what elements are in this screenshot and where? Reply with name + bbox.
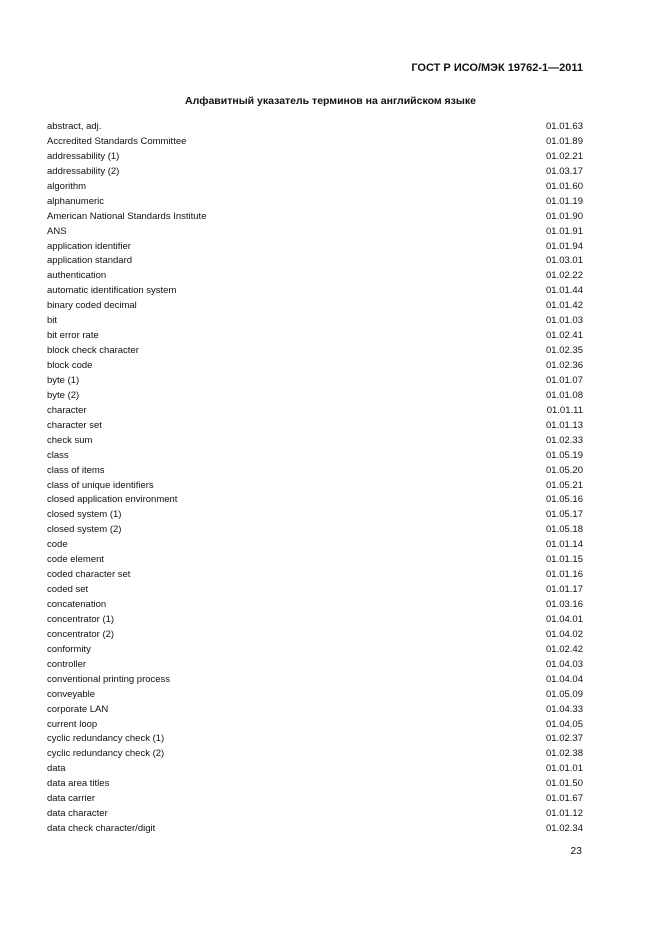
term-code: 01.05.09: [546, 688, 583, 700]
term-name: bit: [47, 315, 58, 327]
term-code: 01.02.33: [546, 434, 583, 446]
document-code: ГОСТ Р ИСО/МЭК 19762-1—2011: [411, 62, 583, 74]
index-entry: [47, 120, 583, 135]
term-name: controller: [47, 658, 87, 670]
term-code: 01.02.37: [546, 733, 583, 745]
index-entry: [47, 523, 583, 538]
term-name: class: [47, 449, 69, 461]
index-entry: [47, 508, 583, 523]
term-code: 01.01.13: [546, 419, 583, 431]
index-entry: [47, 703, 583, 718]
term-code: 01.03.17: [546, 165, 583, 177]
term-name: closed system (2): [47, 524, 122, 536]
term-code: 01.01.60: [546, 180, 583, 192]
term-code: 01.01.19: [546, 195, 583, 207]
index-entry: [47, 613, 583, 628]
term-code: 01.01.12: [546, 808, 583, 820]
index-entry: [47, 269, 583, 284]
term-name: data area titles: [47, 778, 110, 790]
term-code: 01.05.16: [546, 494, 583, 506]
term-code: 01.04.02: [546, 628, 583, 640]
term-code: 01.05.18: [546, 524, 583, 536]
index-entry: [47, 538, 583, 553]
term-code: 01.01.17: [546, 584, 583, 596]
index-entry: [47, 732, 583, 747]
term-code: 01.01.16: [546, 569, 583, 581]
term-code: 01.02.35: [546, 345, 583, 357]
term-name: ANS: [47, 225, 67, 237]
index-entry: [47, 135, 583, 150]
term-code: 01.01.67: [546, 793, 583, 805]
term-code: 01.03.01: [546, 255, 583, 267]
term-code: 01.01.15: [546, 554, 583, 566]
term-code: 01.02.22: [546, 270, 583, 282]
term-name: data: [47, 763, 66, 775]
term-code: 01.02.21: [546, 150, 583, 162]
index-entry: [47, 210, 583, 225]
term-name: addressability (1): [47, 150, 120, 162]
term-code: 01.01.50: [546, 778, 583, 790]
index-entry: [47, 225, 583, 240]
index-entry: [47, 464, 583, 479]
index-entry: [47, 493, 583, 508]
term-code: 01.04.33: [546, 703, 583, 715]
term-name: corporate LAN: [47, 703, 109, 715]
term-code: 01.01.91: [546, 225, 583, 237]
index-entry: [47, 583, 583, 598]
index-entry: [47, 404, 583, 419]
term-code: 01.02.36: [546, 360, 583, 371]
index-entry: [47, 718, 583, 733]
term-name: byte (2): [47, 389, 80, 401]
index-entry: [47, 628, 583, 643]
term-code: 01.05.17: [546, 509, 583, 521]
term-name: data check character/digit: [47, 823, 156, 835]
index-entry: [47, 747, 583, 762]
index-entry: [47, 254, 583, 269]
term-name: block check character: [47, 345, 139, 357]
index-entry: [47, 329, 583, 344]
term-name: block code: [47, 360, 93, 371]
term-code: 01.01.07: [546, 374, 583, 386]
term-code: 01.01.90: [546, 210, 583, 222]
term-code: 01.01.11: [546, 404, 583, 416]
index-entry: [47, 762, 583, 777]
index-title: Алфавитный указатель терминов на английском языке: [185, 95, 476, 107]
index-entry: [47, 643, 583, 658]
term-code: 01.02.38: [546, 748, 583, 760]
term-name: bit error rate: [47, 330, 99, 342]
term-name: binary coded decimal: [47, 300, 137, 312]
term-name: closed application environment: [47, 494, 178, 506]
index-entry: [47, 359, 583, 374]
index-entry: [47, 673, 583, 688]
term-name: cyclic redundancy check (1): [47, 733, 165, 745]
index-entry: [47, 180, 583, 195]
term-code: 01.05.21: [546, 479, 583, 491]
index-entry: [47, 658, 583, 673]
term-name: addressability (2): [47, 165, 120, 177]
term-code: 01.01.42: [546, 300, 583, 312]
index-entry: [47, 807, 583, 822]
term-name: authentication: [47, 270, 107, 282]
term-name: check sum: [47, 434, 93, 446]
index-entry: [47, 792, 583, 807]
term-name: code element: [47, 554, 105, 566]
index-entry: [47, 344, 583, 359]
index-entry: [47, 374, 583, 389]
index-entry: [47, 688, 583, 703]
term-code: 01.03.16: [546, 599, 583, 610]
index-entry: [47, 195, 583, 210]
index-entry: [47, 419, 583, 434]
term-code: 01.04.03: [546, 658, 583, 670]
term-name: character: [47, 404, 87, 416]
term-code: 01.01.89: [546, 135, 583, 147]
term-code: 01.01.03: [546, 315, 583, 327]
term-name: data carrier: [47, 793, 96, 805]
index-entry: [47, 240, 583, 255]
term-name: cyclic redundancy check (2): [47, 748, 165, 760]
term-code: 01.01.63: [546, 121, 583, 132]
index-entry: [47, 389, 583, 404]
term-name: coded set: [47, 584, 89, 596]
term-code: 01.02.42: [546, 643, 583, 655]
term-name: byte (1): [47, 374, 80, 386]
index-entry: [47, 479, 583, 494]
term-name: concatenation: [47, 599, 107, 610]
index-entry: [47, 598, 583, 613]
term-code: 01.05.20: [546, 464, 583, 476]
term-code: 01.01.08: [546, 389, 583, 401]
term-name: conveyable: [47, 688, 96, 700]
term-name: code: [47, 539, 68, 551]
index-entry: [47, 568, 583, 583]
index-entry: [47, 299, 583, 314]
term-name: American National Standards Institute: [47, 210, 207, 222]
page-number: 23: [570, 845, 582, 857]
term-name: class of items: [47, 464, 105, 476]
term-code: 01.01.01: [546, 763, 583, 775]
index-entry: [47, 150, 583, 165]
term-name: class of unique identifiers: [47, 479, 154, 491]
term-code: 01.01.14: [546, 539, 583, 551]
term-name: coded character set: [47, 569, 131, 581]
index-entry: [47, 165, 583, 180]
term-name: alphanumeric: [47, 195, 105, 207]
term-code: 01.01.44: [546, 285, 583, 297]
term-name: conformity: [47, 643, 91, 655]
term-name: character set: [47, 419, 102, 431]
index-entry: [47, 434, 583, 449]
term-name: automatic identification system: [47, 285, 177, 297]
term-name: current loop: [47, 718, 98, 730]
term-name: abstract, adj.: [47, 121, 102, 132]
term-name: data character: [47, 808, 108, 820]
term-name: application standard: [47, 255, 133, 267]
term-name: concentrator (1): [47, 613, 115, 625]
term-code: 01.04.05: [546, 718, 583, 730]
index-entry: [47, 449, 583, 464]
index-entry: [47, 822, 583, 837]
term-name: closed system (1): [47, 509, 122, 521]
term-list: [47, 120, 583, 837]
index-entry: [47, 553, 583, 568]
term-code: 01.04.04: [546, 673, 583, 685]
term-name: concentrator (2): [47, 628, 115, 640]
index-entry: [47, 314, 583, 329]
index-entry: [47, 284, 583, 299]
term-name: conventional printing process: [47, 673, 171, 685]
term-code: 01.02.34: [546, 823, 583, 835]
term-code: 01.05.19: [546, 449, 583, 461]
term-code: 01.04.01: [546, 613, 583, 625]
term-code: 01.02.41: [546, 330, 583, 342]
term-code: 01.01.94: [546, 240, 583, 252]
term-name: application identifier: [47, 240, 131, 252]
term-name: algorithm: [47, 180, 87, 192]
index-entry: [47, 777, 583, 792]
term-name: Accredited Standards Committee: [47, 135, 187, 147]
